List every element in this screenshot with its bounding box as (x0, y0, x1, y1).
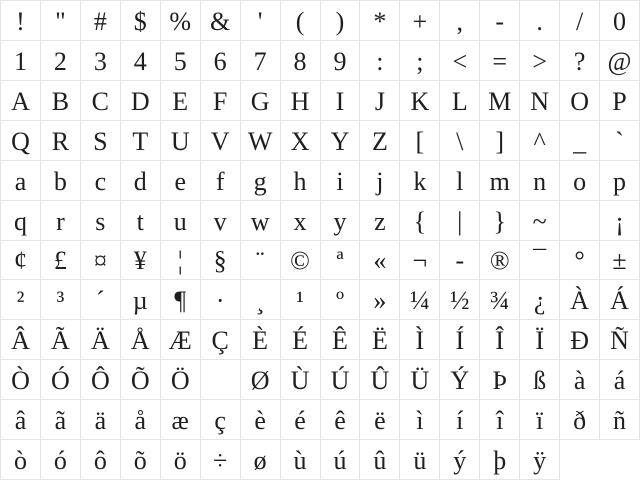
glyph-cell[interactable]: l (440, 161, 480, 201)
glyph-cell[interactable]: f (201, 161, 241, 201)
glyph-cell[interactable]: ì (400, 400, 440, 440)
glyph-cell[interactable]: Ú (321, 360, 361, 400)
glyph-cell[interactable]: < (440, 41, 480, 81)
glyph-cell[interactable]: ð (560, 400, 600, 440)
glyph-cell[interactable]: º (321, 280, 361, 320)
glyph-cell[interactable]: p (600, 161, 640, 201)
glyph-cell[interactable]: à (560, 360, 600, 400)
glyph-cell[interactable]: Ñ (600, 320, 640, 360)
glyph-cell[interactable]: O (560, 81, 600, 121)
glyph-cell[interactable]: Ð (560, 320, 600, 360)
glyph-cell[interactable]: v (201, 201, 241, 241)
glyph-cell[interactable]: í (440, 400, 480, 440)
glyph-cell[interactable]: J (360, 81, 400, 121)
glyph-cell[interactable]: é (281, 400, 321, 440)
glyph-cell[interactable]: ¡ (600, 201, 640, 241)
empty-glyph-cell (201, 360, 241, 400)
glyph-cell[interactable]: | (440, 201, 480, 241)
glyph-cell[interactable]: ¹ (281, 280, 321, 320)
glyph-cell[interactable]: = (480, 41, 520, 81)
glyph-cell[interactable]: 7 (241, 41, 281, 81)
glyph-cell[interactable]: # (81, 1, 121, 41)
glyph-cell[interactable]: : (360, 41, 400, 81)
glyph-cell[interactable]: h (281, 161, 321, 201)
glyph-cell[interactable]: æ (161, 400, 201, 440)
glyph-cell[interactable]: Ó (41, 360, 81, 400)
glyph-cell[interactable]: x (281, 201, 321, 241)
glyph-cell[interactable]: 0 (600, 1, 640, 41)
empty-glyph-cell (560, 201, 600, 241)
glyph-cell[interactable]: 3 (81, 41, 121, 81)
glyph-cell[interactable]: ® (480, 241, 520, 281)
glyph-cell[interactable]: Ö (161, 360, 201, 400)
glyph-cell[interactable]: D (121, 81, 161, 121)
glyph-cell[interactable]: - (440, 241, 480, 281)
glyph-cell[interactable]: Å (121, 320, 161, 360)
glyph-cell[interactable]: È (241, 320, 281, 360)
glyph-cell[interactable]: ¿ (520, 280, 560, 320)
glyph-cell[interactable]: ä (81, 400, 121, 440)
glyph-cell[interactable]: ± (600, 241, 640, 281)
glyph-cell[interactable]: ³ (41, 280, 81, 320)
glyph-cell[interactable]: j (360, 161, 400, 201)
glyph-cell[interactable]: ò (1, 440, 41, 480)
glyph-cell[interactable]: T (121, 121, 161, 161)
glyph-cell[interactable]: B (41, 81, 81, 121)
glyph-cell[interactable]: n (520, 161, 560, 201)
glyph-cell[interactable]: g (241, 161, 281, 201)
glyph-cell[interactable]: Ä (81, 320, 121, 360)
glyph-cell[interactable]: d (121, 161, 161, 201)
glyph-cell[interactable]: ù (281, 440, 321, 480)
glyph-cell[interactable]: Â (1, 320, 41, 360)
glyph-cell[interactable]: Õ (121, 360, 161, 400)
glyph-cell[interactable]: ý (440, 440, 480, 480)
glyph-cell[interactable]: ü (400, 440, 440, 480)
glyph-cell[interactable]: 8 (281, 41, 321, 81)
glyph-cell[interactable]: ¶ (161, 280, 201, 320)
glyph-cell[interactable]: - (480, 1, 520, 41)
glyph-cell[interactable]: Q (1, 121, 41, 161)
glyph-cell[interactable]: Í (440, 320, 480, 360)
glyph-cell[interactable]: P (600, 81, 640, 121)
glyph-cell[interactable]: , (440, 1, 480, 41)
glyph-cell[interactable]: r (41, 201, 81, 241)
glyph-cell[interactable]: ¢ (1, 241, 41, 281)
glyph-cell[interactable]: ' (241, 1, 281, 41)
glyph-cell[interactable]: ² (1, 280, 41, 320)
glyph-cell[interactable]: þ (480, 440, 520, 480)
glyph-cell[interactable]: î (480, 400, 520, 440)
glyph-cell[interactable]: { (400, 201, 440, 241)
glyph-cell[interactable]: Ã (41, 320, 81, 360)
glyph-cell[interactable]: \ (440, 121, 480, 161)
glyph-cell[interactable]: å (121, 400, 161, 440)
glyph-cell[interactable]: w (241, 201, 281, 241)
glyph-cell[interactable]: E (161, 81, 201, 121)
glyph-cell[interactable]: ê (321, 400, 361, 440)
glyph-cell[interactable]: ö (161, 440, 201, 480)
glyph-cell[interactable]: A (1, 81, 41, 121)
glyph-cell[interactable]: ½ (440, 280, 480, 320)
glyph-cell[interactable]: I (321, 81, 361, 121)
glyph-cell[interactable]: U (161, 121, 201, 161)
glyph-cell[interactable]: % (161, 1, 201, 41)
glyph-cell[interactable]: © (281, 241, 321, 281)
glyph-cell[interactable]: [ (400, 121, 440, 161)
glyph-cell[interactable]: & (201, 1, 241, 41)
glyph-cell[interactable]: ¦ (161, 241, 201, 281)
glyph-cell[interactable]: 5 (161, 41, 201, 81)
glyph-cell[interactable]: â (1, 400, 41, 440)
glyph-cell[interactable]: V (201, 121, 241, 161)
glyph-cell[interactable]: ? (560, 41, 600, 81)
glyph-cell[interactable]: 2 (41, 41, 81, 81)
glyph-cell[interactable]: ¬ (400, 241, 440, 281)
glyph-cell[interactable]: 9 (321, 41, 361, 81)
glyph-cell[interactable]: ÷ (201, 440, 241, 480)
glyph-cell[interactable]: i (321, 161, 361, 201)
glyph-cell[interactable]: ç (201, 400, 241, 440)
glyph-cell[interactable]: ï (520, 400, 560, 440)
glyph-cell[interactable]: ¾ (480, 280, 520, 320)
glyph-cell[interactable]: Þ (480, 360, 520, 400)
glyph-cell[interactable]: m (480, 161, 520, 201)
glyph-cell[interactable]: á (600, 360, 640, 400)
glyph-cell[interactable]: Ê (321, 320, 361, 360)
glyph-cell[interactable]: _ (560, 121, 600, 161)
glyph-cell[interactable]: . (520, 1, 560, 41)
glyph-cell[interactable]: } (480, 201, 520, 241)
glyph-cell[interactable]: " (41, 1, 81, 41)
glyph-cell[interactable]: ~ (520, 201, 560, 241)
glyph-cell[interactable]: $ (121, 1, 161, 41)
glyph-cell[interactable]: û (360, 440, 400, 480)
glyph-cell[interactable]: > (520, 41, 560, 81)
glyph-cell[interactable]: Ì (400, 320, 440, 360)
glyph-cell[interactable]: ô (81, 440, 121, 480)
glyph-cell[interactable]: 1 (1, 41, 41, 81)
glyph-cell[interactable]: K (400, 81, 440, 121)
glyph-cell[interactable]: ` (600, 121, 640, 161)
void-cell (600, 440, 640, 480)
glyph-cell[interactable]: ¯ (520, 241, 560, 281)
glyph-cell[interactable]: ) (321, 1, 361, 41)
glyph-cell[interactable]: G (241, 81, 281, 121)
glyph-cell[interactable]: Y (321, 121, 361, 161)
glyph-cell[interactable]: ó (41, 440, 81, 480)
glyph-cell[interactable]: ÿ (520, 440, 560, 480)
glyph-cell[interactable]: u (161, 201, 201, 241)
glyph-cell[interactable]: q (1, 201, 41, 241)
glyph-cell[interactable]: Ù (281, 360, 321, 400)
glyph-cell[interactable]: C (81, 81, 121, 121)
glyph-cell[interactable]: ª (321, 241, 361, 281)
glyph-cell[interactable]: X (281, 121, 321, 161)
glyph-cell[interactable]: Ü (400, 360, 440, 400)
glyph-cell[interactable]: è (241, 400, 281, 440)
glyph-cell[interactable]: Î (480, 320, 520, 360)
glyph-cell[interactable]: z (360, 201, 400, 241)
glyph-cell[interactable]: ° (560, 241, 600, 281)
glyph-cell[interactable]: S (81, 121, 121, 161)
glyph-cell[interactable]: Ò (1, 360, 41, 400)
glyph-cell[interactable]: £ (41, 241, 81, 281)
glyph-cell[interactable]: ß (520, 360, 560, 400)
glyph-cell[interactable]: ^ (520, 121, 560, 161)
glyph-cell[interactable]: s (81, 201, 121, 241)
glyph-cell[interactable]: ø (241, 440, 281, 480)
glyph-cell[interactable]: À (560, 280, 600, 320)
glyph-cell[interactable]: § (201, 241, 241, 281)
glyph-cell[interactable]: Ï (520, 320, 560, 360)
glyph-cell[interactable]: ( (281, 1, 321, 41)
glyph-cell[interactable]: ! (1, 1, 41, 41)
glyph-cell[interactable]: « (360, 241, 400, 281)
glyph-cell[interactable]: · (201, 280, 241, 320)
glyph-cell[interactable]: » (360, 280, 400, 320)
glyph-cell[interactable]: * (360, 1, 400, 41)
glyph-cell[interactable]: Ý (440, 360, 480, 400)
glyph-cell[interactable]: ¸ (241, 280, 281, 320)
glyph-cell[interactable]: M (480, 81, 520, 121)
glyph-cell[interactable]: Ç (201, 320, 241, 360)
glyph-cell[interactable]: ë (360, 400, 400, 440)
glyph-cell[interactable]: y (321, 201, 361, 241)
glyph-cell[interactable]: o (560, 161, 600, 201)
glyph-cell[interactable]: Æ (161, 320, 201, 360)
glyph-cell[interactable]: 6 (201, 41, 241, 81)
glyph-cell[interactable]: Ø (241, 360, 281, 400)
glyph-cell[interactable]: ´ (81, 280, 121, 320)
glyph-cell[interactable]: 4 (121, 41, 161, 81)
glyph-cell[interactable]: H (281, 81, 321, 121)
glyph-cell[interactable]: ¨ (241, 241, 281, 281)
glyph-cell[interactable]: ¤ (81, 241, 121, 281)
glyph-cell[interactable]: + (400, 1, 440, 41)
glyph-cell[interactable]: ú (321, 440, 361, 480)
glyph-cell[interactable]: k (400, 161, 440, 201)
glyph-cell[interactable]: W (241, 121, 281, 161)
glyph-cell[interactable]: µ (121, 280, 161, 320)
glyph-cell[interactable]: @ (600, 41, 640, 81)
glyph-cell[interactable]: ] (480, 121, 520, 161)
glyph-cell[interactable]: / (560, 1, 600, 41)
glyph-cell[interactable]: Á (600, 280, 640, 320)
glyph-cell[interactable]: É (281, 320, 321, 360)
glyph-cell[interactable]: õ (121, 440, 161, 480)
glyph-cell[interactable]: ; (400, 41, 440, 81)
glyph-cell[interactable]: ¥ (121, 241, 161, 281)
glyph-cell[interactable]: Û (360, 360, 400, 400)
glyph-cell[interactable]: N (520, 81, 560, 121)
glyph-cell[interactable]: c (81, 161, 121, 201)
glyph-cell[interactable]: R (41, 121, 81, 161)
glyph-cell[interactable]: a (1, 161, 41, 201)
glyph-cell[interactable]: ñ (600, 400, 640, 440)
glyph-cell[interactable]: ¼ (400, 280, 440, 320)
glyph-cell[interactable]: e (161, 161, 201, 201)
glyph-cell[interactable]: t (121, 201, 161, 241)
glyph-cell[interactable]: Ë (360, 320, 400, 360)
void-cell (560, 440, 600, 480)
glyph-cell[interactable]: Ô (81, 360, 121, 400)
glyph-cell[interactable]: Z (360, 121, 400, 161)
glyph-cell[interactable]: L (440, 81, 480, 121)
glyph-cell[interactable]: ã (41, 400, 81, 440)
glyph-cell[interactable]: b (41, 161, 81, 201)
glyph-cell[interactable]: F (201, 81, 241, 121)
